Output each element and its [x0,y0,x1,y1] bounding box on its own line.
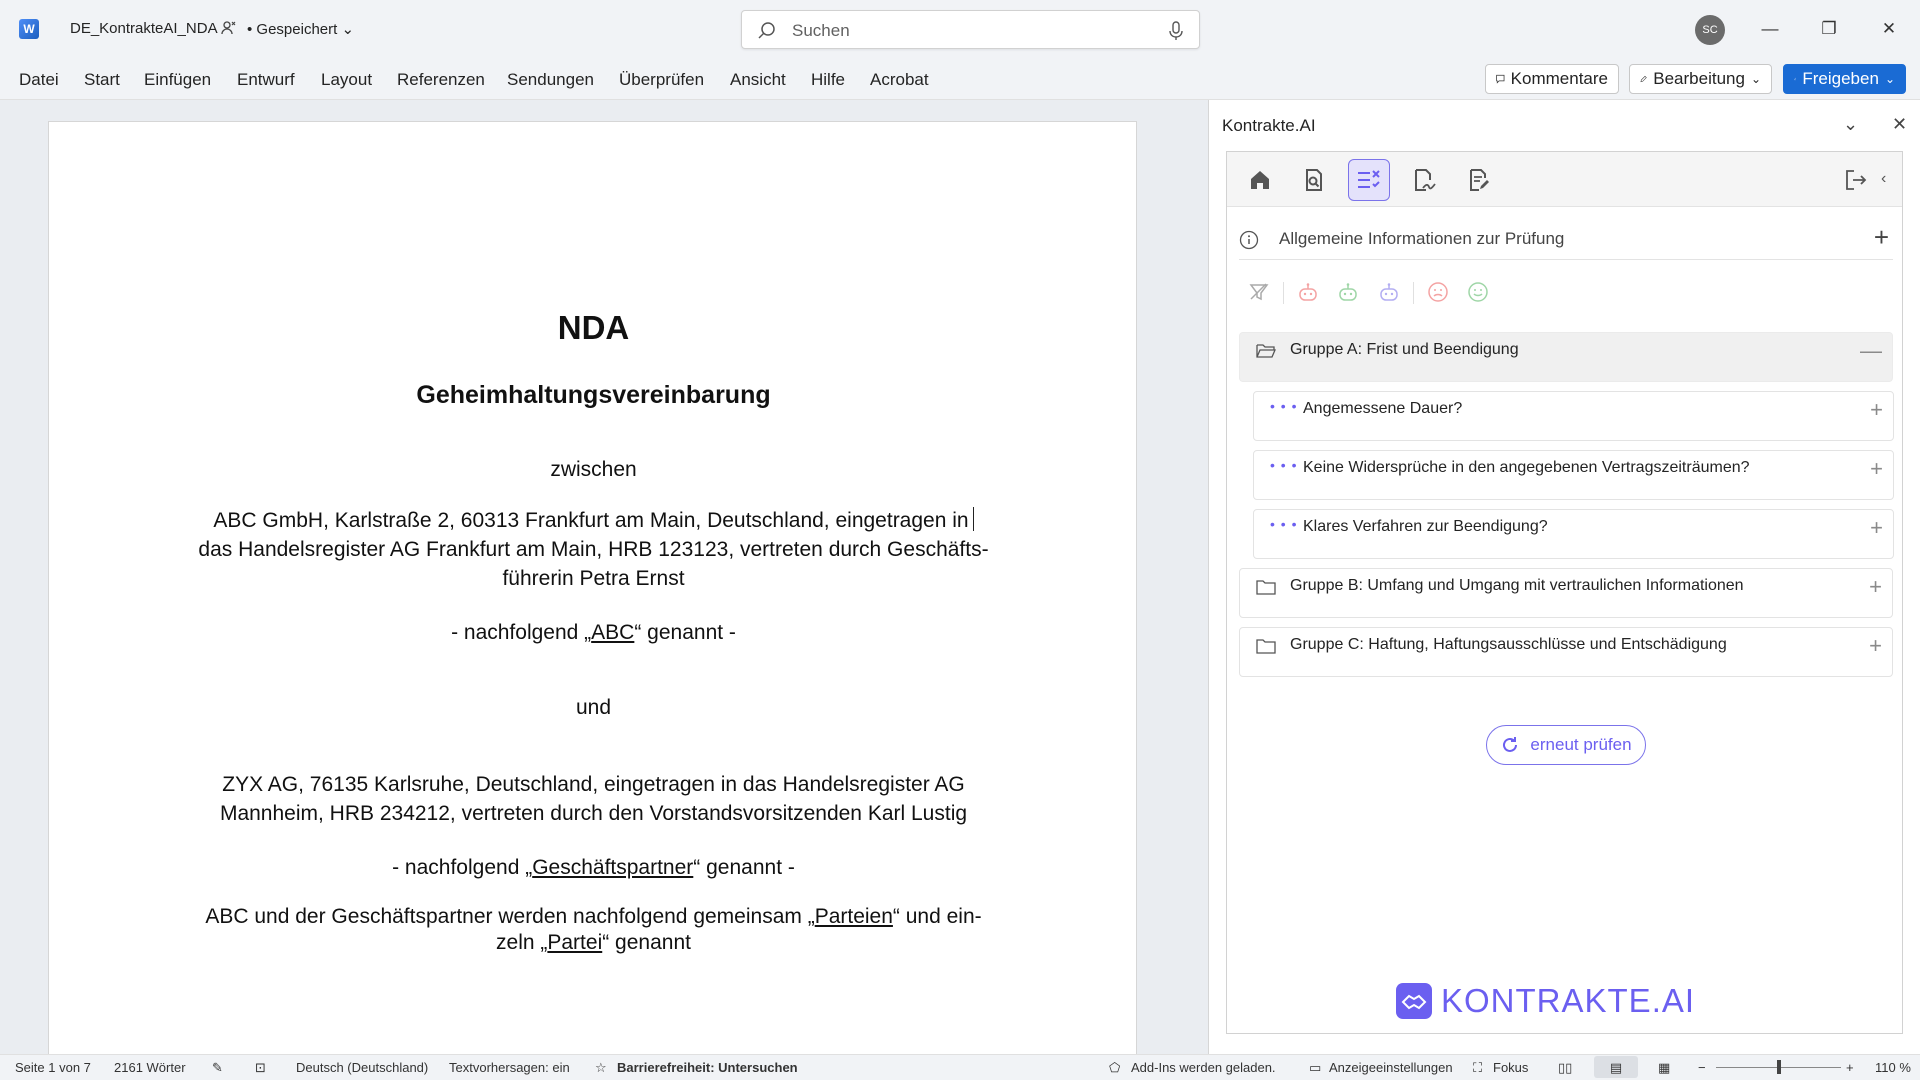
text-predictions-status[interactable]: Textvorhersagen: ein [449,1060,570,1075]
display-settings-icon: ▭ [1309,1060,1322,1075]
recheck-label: erneut prüfen [1530,735,1632,754]
check-item-label: Angemessene Dauer? [1303,400,1463,417]
divider [1413,282,1414,304]
group-c[interactable] [1239,627,1893,677]
menu-layout[interactable]: Layout [321,70,373,89]
menu-sendungen[interactable]: Sendungen [507,70,594,89]
word-partei: Partei [547,931,603,954]
handshake-logo-icon [1395,982,1433,1020]
editing-mode-button[interactable] [1629,64,1772,94]
logout-icon[interactable] [1835,159,1877,201]
shared-people-icon [220,19,238,37]
addins-icon: ⬠ [1109,1060,1121,1075]
macro-icon[interactable]: ⊡ [255,1060,266,1075]
zoom-level[interactable]: 110 % [1875,1060,1911,1075]
expand-icon[interactable]: + [1869,633,1882,658]
zoom-in-icon[interactable]: + [1846,1060,1854,1075]
party2-line1: ZYX AG, 76135 Karlsruhe, Deutschland, eingetragen in das Handelsregister AG [222,773,965,796]
addins-status[interactable]: Add-Ins werden geladen. [1131,1060,1276,1075]
restore-icon[interactable]: ❐ [1821,19,1837,38]
menu-entwurf[interactable]: Entwurf [237,70,295,89]
parties-line2 [49,928,1138,957]
doc-subtitle: Geheimhaltungsvereinbarung [416,381,771,409]
doc-and: und [575,696,612,719]
accessibility-status[interactable]: Barrierefreiheit: Untersuchen [617,1060,798,1075]
check-item[interactable] [1253,391,1894,441]
menu-datei[interactable]: Datei [19,70,59,89]
party2-alias [49,853,1138,882]
word-count[interactable]: 2161 Wörter [114,1060,186,1075]
alias-post: “ genannt - [634,621,736,644]
robot-purple-icon[interactable] [1375,278,1403,306]
loading-dots-icon: • • • [1270,516,1298,532]
menu-ueberpruefen[interactable]: Überprüfen [619,70,705,89]
editing-label: Bearbeitung [1653,69,1745,88]
chevron-left-icon[interactable]: ‹ [1881,170,1887,187]
proofing-icon[interactable]: ✎ [212,1060,223,1075]
minimize-icon[interactable]: — [1761,19,1779,38]
plus-icon[interactable]: + [1870,515,1883,540]
close-window-icon[interactable]: ✕ [1881,19,1897,38]
party-pre: zeln „ [496,931,548,954]
brand-wordmark: KONTRAKTE.AI [1441,982,1696,1019]
chevron-down-icon: ⌄ [1884,72,1895,86]
doc-title-nda: NDA [557,309,630,346]
menu-referenzen[interactable]: Referenzen [397,70,485,89]
parties-post: “ und ein- [892,905,982,928]
doc-party1-line [49,506,1138,535]
menu-hilfe[interactable]: Hilfe [811,70,846,89]
pane-title: Kontrakte.AI [1222,116,1316,135]
document-page[interactable] [48,121,1137,1054]
display-settings-button[interactable]: Anzeigeeinstellungen [1329,1060,1453,1075]
page-count[interactable]: Seite 1 von 7 [15,1060,91,1075]
expand-icon[interactable]: + [1869,574,1882,599]
plus-icon[interactable]: + [1873,222,1889,252]
party-post: “ genannt [602,931,691,954]
general-info-label: Allgemeine Informationen zur Prüfung [1279,229,1565,248]
word-app-icon[interactable]: W [19,19,39,39]
happy-face-icon[interactable] [1464,278,1492,306]
chevron-down-icon: ⌄ [1750,72,1761,86]
chevron-down-icon[interactable]: ⌄ [1843,114,1859,134]
kontrakte-logo [1395,982,1695,1020]
chevron-down-icon: ⌄ [341,21,355,38]
zoom-slider-thumb[interactable] [1777,1060,1781,1074]
read-mode-icon[interactable]: ▯▯ [1558,1060,1573,1075]
collapse-icon[interactable]: — [1860,338,1882,363]
saved-status[interactable] [247,20,354,38]
addin-toolbar [1227,152,1902,207]
document-search-icon[interactable] [1293,159,1335,201]
kontrakte-ai-pane [1208,100,1920,1054]
robot-red-icon[interactable] [1294,278,1322,306]
parties-line1 [49,902,1138,931]
saved-status-text: • Gespeichert [247,21,338,38]
group-c-label: Gruppe C: Haftung, Haftungsausschlüsse und Entschädigung [1290,636,1727,653]
filter-bar [1239,272,1893,312]
search-icon [757,21,777,41]
party2-line2: Mannheim, HRB 234212, vertreten durch den Vorstandsvorsitzenden Karl Lustig [219,802,968,825]
language-status[interactable]: Deutsch (Deutschland) [296,1060,429,1075]
share-button[interactable] [1783,64,1906,94]
zoom-out-icon[interactable]: − [1698,1060,1706,1075]
clear-filter-icon[interactable] [1245,278,1273,306]
party1-alias [49,618,1138,647]
word-parteien: Parteien [814,905,893,928]
text-cursor [973,507,974,531]
addin-frame [1226,151,1903,1034]
group-a[interactable] [1239,332,1893,382]
menu-ansicht[interactable]: Ansicht [730,70,786,89]
check-item-label: Keine Widersprüche in den angegebenen Vertragszeiträumen? [1303,459,1750,476]
microphone-icon[interactable] [1167,21,1185,41]
folder-icon [1256,578,1276,596]
title-bar [0,0,1920,58]
signature-icon[interactable] [1403,159,1445,201]
comments-label: Kommentare [1510,69,1608,88]
group-a-label: Gruppe A: Frist und Beendigung [1290,341,1519,358]
group-b[interactable] [1239,568,1893,618]
check-item[interactable] [1253,450,1894,500]
divider [1283,282,1284,304]
menu-einfuegen[interactable]: Einfügen [144,70,212,89]
robot-green-icon[interactable] [1334,278,1362,306]
home-icon[interactable] [1239,159,1281,201]
alias-pre: - nachfolgend „ [451,621,592,644]
close-pane-icon[interactable]: ✕ [1892,114,1908,134]
alias-pre: - nachfolgend „ [392,856,533,879]
doc-between: zwischen [550,458,637,481]
group-b-label: Gruppe B: Umfang und Umgang mit vertraulichen Informationen [1290,577,1744,594]
menu-bar [0,58,1920,100]
sad-face-icon[interactable] [1424,278,1452,306]
focus-button[interactable]: Fokus [1493,1060,1529,1075]
refresh-icon [1500,735,1520,755]
status-bar [0,1054,1920,1080]
print-layout-icon[interactable]: ▤ [1594,1056,1638,1078]
menu-start[interactable]: Start [84,70,120,89]
party1-line3: führerin Petra Ernst [502,567,685,590]
web-layout-icon[interactable]: ▦ [1658,1060,1671,1075]
recheck-button[interactable] [1486,725,1646,765]
user-avatar[interactable]: SC [1695,15,1725,45]
plus-icon[interactable]: + [1870,397,1883,422]
parties-pre: ABC und der Geschäftspartner werden nachfolgend gemeinsam „ [205,905,815,928]
loading-dots-icon: • • • [1270,398,1298,414]
document-canvas[interactable] [0,100,1208,1054]
plus-icon[interactable]: + [1870,456,1883,481]
alias-post: “ genannt - [693,856,795,879]
pencil-icon [1640,71,1647,87]
check-item[interactable] [1253,509,1894,559]
edit-document-icon[interactable] [1458,159,1500,201]
search-box[interactable] [741,10,1200,49]
accessibility-icon: ☆ [595,1060,607,1075]
focus-icon: ⛶ [1473,1060,1483,1075]
info-icon [1239,230,1259,250]
checklist-icon[interactable] [1348,159,1390,201]
alias-abc: ABC [591,621,635,644]
share-label: Freigeben [1802,69,1879,88]
loading-dots-icon: • • • [1270,457,1298,473]
folder-icon [1256,637,1276,655]
document-title[interactable]: DE_KontrakteAI_NDA [70,20,218,37]
menu-acrobat[interactable]: Acrobat [870,70,929,89]
share-icon [1794,71,1796,87]
party1-line1: ABC GmbH, Karlstraße 2, 60313 Frankfurt am Main, Deutschland, eingetragen in [213,509,969,532]
comment-icon [1496,72,1505,86]
comments-button[interactable] [1485,64,1619,94]
folder-open-icon [1256,342,1276,360]
search-placeholder: Suchen [792,21,850,40]
party1-line2: das Handelsregister AG Frankfurt am Main, HRB 123123, vertreten durch Geschäfts- [198,538,989,561]
check-item-label: Klares Verfahren zur Beendigung? [1303,518,1548,535]
alias-geschaeftspartner: Geschäftspartner [532,856,694,879]
general-info-row[interactable] [1239,222,1893,260]
